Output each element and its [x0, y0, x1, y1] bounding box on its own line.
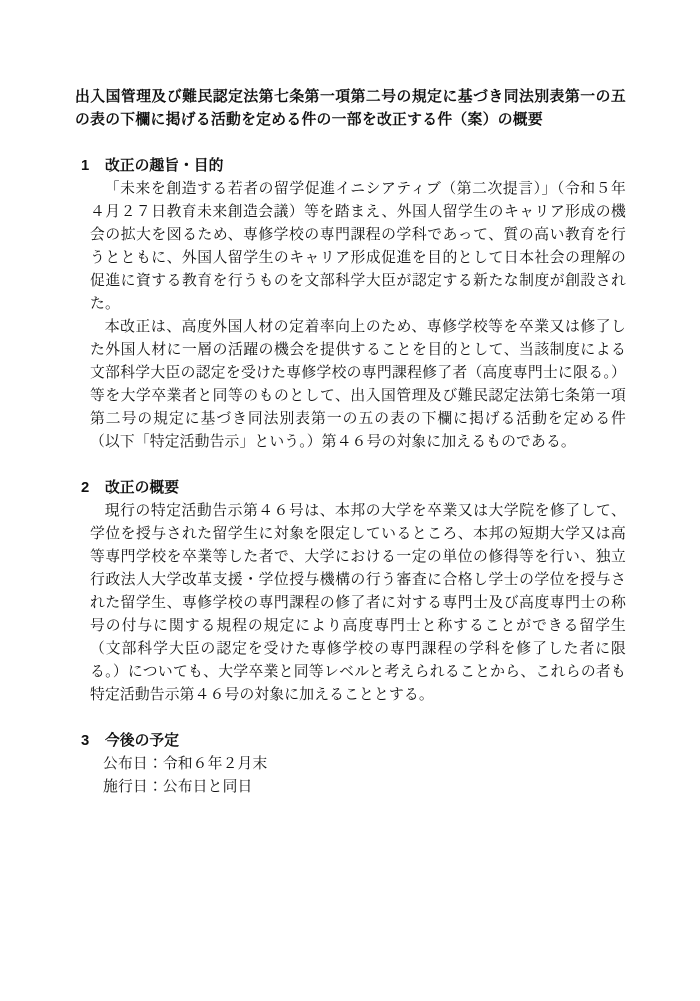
paragraph: 現行の特定活動告示第４６号は、本邦の大学を卒業又は大学院を修了して、学位を授与された留学生に対象を限定しているところ、本邦の短期大学又は高等専門学校を卒業等した者で、大学における一定の単位の修得等を行い、独立行政法人大学改革支援・学位授与機構の行う審査に合格し学士の学位を授与された留学生、専修学校の専門課程の修了者に対する専門士及び高度専門士の称号の付与に関する規程の規定により高度専門士と称することができる留学生（文部科学大臣の認定を受けた専修学校の専門課程の学科を修了した者に限る。）についても、大学卒業と同等レベルと考えられることから、これらの者も特定活動告示第４６号の対象に加えることとする。	[90, 503, 626, 703]
section-schedule-body	[103, 753, 626, 799]
document-title: 出入国管理及び難民認定法第七条第一項第二号の規定に基づき同法別表第一の五の表の下欄に掲げる活動を定める件の一部を改正する件（案）の概要	[75, 89, 626, 128]
section-overview-title: 改正の概要	[105, 480, 179, 496]
section-purpose	[75, 155, 626, 454]
section-schedule-number: 3	[81, 733, 90, 749]
section-purpose-body	[90, 178, 626, 454]
section-overview-body	[90, 500, 626, 707]
promulgation-date-line: 公布日：令和６年２月末	[103, 756, 268, 772]
section-purpose-number: 1	[81, 158, 90, 174]
paragraph: 本改正は、高度外国人材の定着率向上のため、専修学校等を卒業又は修了した外国人材に一層の活躍の機会を提供することを目的として、当該制度による文部科学大臣の認定を受けた専修学校の専門課程修了者（高度専門士に限る。）等を大学卒業者と同等のものとして、出入国管理及び難民認定法第七条第一項第二号の規定に基づき同法別表第一の五の表の下欄に掲げる活動を定める件（以下「特定活動告示」という。）第４６号の対象に加えるものである。	[90, 319, 626, 450]
section-schedule	[75, 730, 626, 799]
paragraph: 「未来を創造する若者の留学促進イニシアティブ（第二次提言）」（令和５年４月２７日教育未来創造会議）等を踏まえ、外国人留学生のキャリア形成の機会の拡大を図るため、専修学校の専門課程の学科であって、質の高い教育を行うとともに、外国人留学生のキャリア形成促進を目的として日本社会の理解の促進に資する教育を行うものを文部科学大臣が認定する新たな制度が創設された。	[90, 181, 626, 312]
section-schedule-heading	[75, 730, 626, 753]
section-overview-heading	[75, 477, 626, 500]
section-schedule-title: 今後の予定	[105, 733, 179, 749]
enforcement-date-line: 施行日：公布日と同日	[103, 779, 253, 795]
section-purpose-title: 改正の趣旨・目的	[105, 158, 224, 174]
section-overview	[75, 477, 626, 707]
section-purpose-heading	[75, 155, 626, 178]
section-overview-number: 2	[81, 480, 90, 496]
